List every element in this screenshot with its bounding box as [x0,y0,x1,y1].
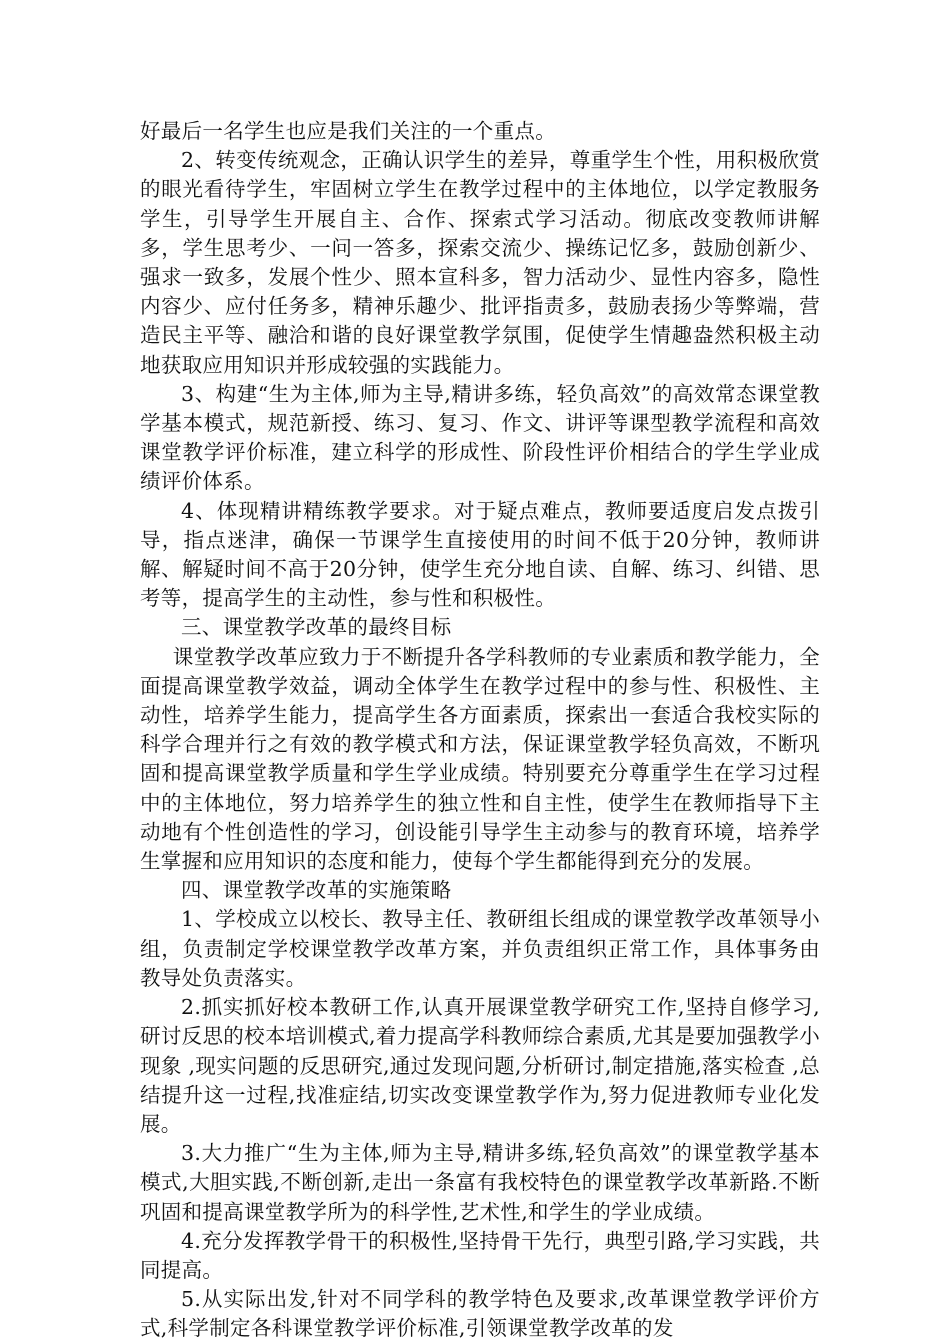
section-heading-goals: 三、课堂教学改革的最终目标 [181,615,452,640]
section-heading-strategies: 四、课堂教学改革的实施策略 [181,878,452,903]
paragraph-item-4: 4、体现精讲精练教学要求。对于疑点难点，教师要适度启发点拨引导，指点迷津，确保一节课学生直接使用的时间不低于20分钟，教师讲解、解疑时间不高于20分钟，使学生充分地自读、自解、练习、纠错、思考等，提高学生的主动性，参与性和积极性。 [140,498,820,611]
paragraph-strategy-1: 1、学校成立以校长、教导主任、教研组长组成的课堂教学改革领导小组，负责制定学校课堂教学改革方案，并负责组织正常工作，具体事务由教导处负责落实。 [140,907,820,990]
paragraph-item-2: 2、转变传统观念，正确认识学生的差异，尊重学生个性，用积极欣赏的眼光看待学生，牢固树立学生在教学过程中的主体地位，以学定教服务学生，引导学生开展自主、合作、探索式学习活动。彻底改变教师讲解多，学生思考少、一问一答多，探索交流少、操练记忆多，鼓励创新少、强求一致多，发展个性少、照本宣科多，智力活动少、显性内容多，隐性内容少、应付任务多，精神乐趣少、批评指责多，鼓励表扬少等弊端，营造民主平等、融洽和谐的良好课堂教学氛围，促使学生情趣盎然积极主动地获取应用知识并形成较强的实践能力。 [140,148,820,377]
paragraph-strategy-5: 5.从实际出发,针对不同学科的教学特色及要求,改革课堂教学评价方式,科学制定各科课堂教学评价标准,引领课堂教学改革的发 [140,1287,820,1341]
document-page [140,117,820,1344]
paragraph-strategy-2: 2.抓实抓好校本教研工作,认真开展课堂教学研究工作,坚持自修学习,研讨反思的校本培训模式,着力提高学科教师综合素质,尤其是要加强教学小现象 ,现实问题的反思研究,通过发现问题,分析研讨,制定措施,落实检查 ,总结提升这一过程,找准症结,切实改变课堂教学作为,努力促进教师专业化发展。 [140,995,820,1136]
paragraph-continuation: 好最后一名学生也应是我们关注的一个重点。 [140,119,556,143]
paragraph-strategy-3: 3.大力推广“生为主体,师为主导,精讲多练,轻负高效”的课堂教学基本模式,大胆实践,不断创新,走出一条富有我校特色的课堂教学改革新路.不断巩固和提高课堂教学所为的科学性,艺术性,和学生的学业成绩。 [140,1141,820,1224]
paragraph-goals-body: 课堂教学改革应致力于不断提升各学科教师的专业素质和教学能力，全面提高课堂教学效益，调动全体学生在教学过程中的参与性、积极性、主动性，培养学生能力，提高学生各方面素质，探索出一套适合我校实际的科学合理并行之有效的教学模式和方法，保证课堂教学轻负高效，不断巩固和提高课堂教学质量和学生学业成绩。特别要充分尊重学生在学习过程中的主体地位，努力培养学生的独立性和自主性，使学生在教师指导下主动地有个性创造性的学习，创设能引导学生主动参与的教育环境，培养学生掌握和应用知识的态度和能力，使每个学生都能得到充分的发展。 [140,644,820,874]
paragraph-strategy-4: 4.充分发挥教学骨干的积极性,坚持骨干先行，典型引路,学习实践，共同提高。 [140,1228,820,1282]
paragraph-item-3: 3、构建“生为主体,师为主导,精讲多练，轻负高效”的高效常态课堂教学基本模式，规范新授、练习、复习、作文、讲评等课型教学流程和高效课堂教学评价标准，建立科学的形成性、阶段性评价相结合的学生学业成绩评价体系。 [140,381,820,494]
